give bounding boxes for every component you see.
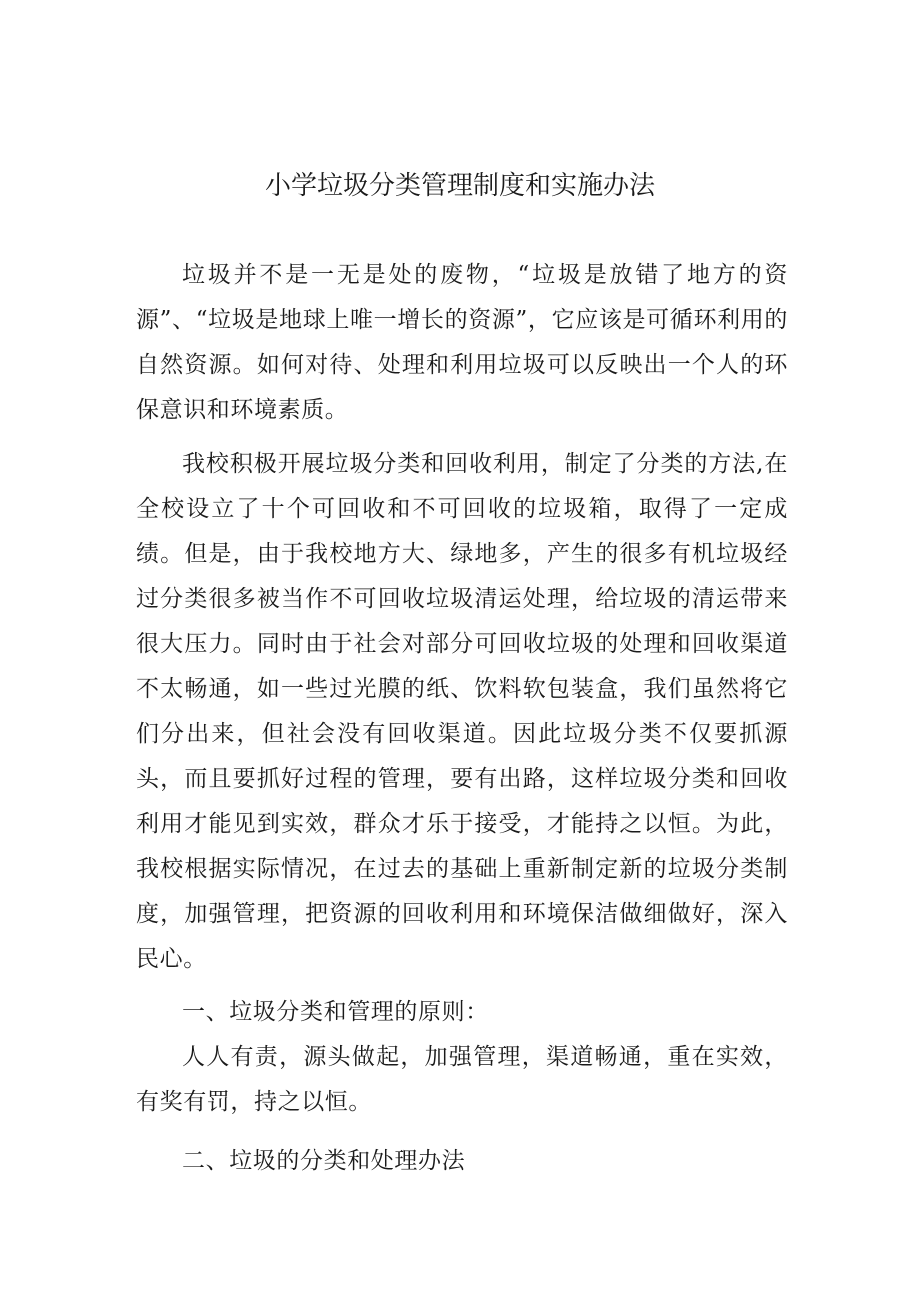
section-heading-methods: 二、垃圾的分类和处理办法 <box>182 1148 466 1174</box>
document-title: 小学垃圾分类管理制度和实施办法 <box>264 171 655 201</box>
section-heading-principles: 一、垃圾分类和管理的原则： <box>182 999 489 1025</box>
paragraph-principles: 人人有责，源头做起，加强管理，渠道畅通，重在实效，有奖有罚，持之以恒。 <box>136 1044 788 1115</box>
paragraph-intro: 垃圾并不是一无是处的废物，“垃圾是放错了地方的资源”、“垃圾是地球上唯一增长的资源”，它应该是可循环利用的自然资源。如何对待、处理和利用垃圾可以反映出一个人的环保意识和环境素质。 <box>136 262 788 423</box>
document-body <box>136 253 788 1184</box>
paragraph-school-practice: 我校积极开展垃圾分类和回收利用，制定了分类的方法,在全校设立了十个可回收和不可回收的垃圾箱，取得了一定成绩。但是，由于我校地方大、绿地多，产生的很多有机垃圾经过分类很多被当作不可回收垃圾清运处理，给垃圾的清运带来很大压力。同时由于社会对部分可回收垃圾的处理和回收渠道不太畅通，如一些过光膜的纸、饮料软包装盒，我们虽然将它们分出来，但社会没有回收渠道。因此垃圾分类不仅要抓源头，而且要抓好过程的管理，要有出路，这样垃圾分类和回收利用才能见到实效，群众才乐于接受，才能持之以恒。为此，我校根据实际情况，在过去的基础上重新制定新的垃圾分类制度，加强管理，把资源的回收利用和环境保洁做细做好，深入民心。 <box>136 451 788 972</box>
